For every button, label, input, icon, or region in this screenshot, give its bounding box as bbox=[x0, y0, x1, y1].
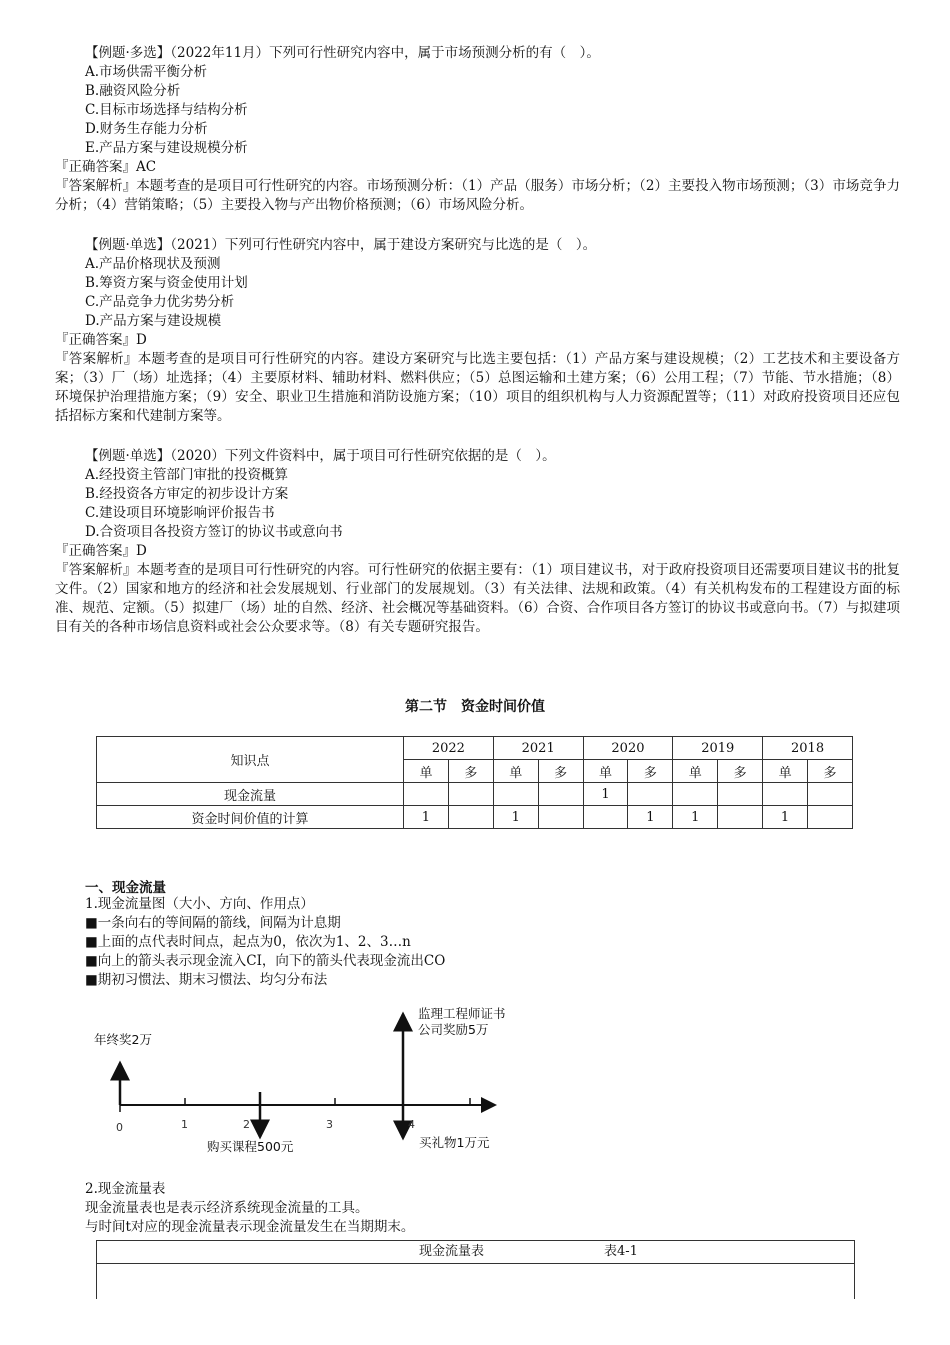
table-cell bbox=[628, 783, 673, 806]
cash-flow-table-number: 表4-1 bbox=[604, 1244, 638, 1259]
table-cell: 1 bbox=[404, 806, 449, 829]
sub-header: 单 bbox=[763, 760, 808, 783]
label-certificate: 监理工程师证书 bbox=[418, 1006, 506, 1021]
q3-stem: 【例题·单选】（2020）下列文件资料中，属于项目可行性研究依据的是（ ）。 bbox=[85, 448, 556, 464]
cash-flow-svg bbox=[80, 1000, 520, 1160]
q2-stem: 【例题·单选】（2021）下列可行性研究内容中，属于建设方案研究与比选的是（ ）。 bbox=[85, 237, 597, 253]
paragraph: 与时间t对应的现金流量表示现金流量发生在当期期末。 bbox=[85, 1219, 415, 1235]
table-row bbox=[97, 806, 853, 829]
table-cell: 1 bbox=[628, 806, 673, 829]
q2-option-a: A.产品价格现状及预测 bbox=[85, 256, 221, 272]
table-cell: 1 bbox=[673, 806, 718, 829]
section-title: 第二节 资金时间价值 bbox=[405, 699, 545, 715]
cash-flow-diagram bbox=[80, 1000, 520, 1160]
q1-answer: 『正确答案』AC bbox=[55, 159, 157, 175]
exam-frequency-table bbox=[96, 736, 853, 829]
row-label: 资金时间价值的计算 bbox=[97, 806, 404, 829]
table-cell: 1 bbox=[583, 783, 628, 806]
sub-header: 单 bbox=[404, 760, 449, 783]
table-cell bbox=[763, 783, 808, 806]
label-year-end-bonus: 年终奖2万 bbox=[94, 1032, 152, 1047]
table-row bbox=[97, 783, 853, 806]
sub-header: 单 bbox=[493, 760, 538, 783]
bullet-item: ■一条向右的等间隔的箭线，间隔为计息期 bbox=[85, 915, 341, 931]
table-cell bbox=[538, 783, 583, 806]
year-header: 2021 bbox=[493, 737, 583, 760]
q2-analysis: 『答案解析』本题考查的是项目可行性研究的内容。建设方案研究与比选主要包括：（1）产品方案与建设规模；（2）工艺技术和主要设备方案；（3）厂（场）址选择；（4）主要原材料、辅助材料、燃料供应；（5）总图运输和土建方案；（6）公用工程；（7）节能、节水措施；（8）环境保护治理措施方案；（9）安全、职业卫生措施和消防设施方案；（10）项目的组织机构与人力资源配置等；（11）对政府投资项目还应包括招标方案和代建制方案等。 bbox=[55, 351, 900, 424]
tick-label: 3 bbox=[326, 1118, 333, 1131]
year-header: 2018 bbox=[763, 737, 853, 760]
table-cell bbox=[493, 783, 538, 806]
q2-option-b: B.筹资方案与资金使用计划 bbox=[85, 275, 248, 291]
table-cell bbox=[718, 783, 763, 806]
year-header: 2020 bbox=[583, 737, 673, 760]
subheading-cash-flow-table: 2.现金流量表 bbox=[85, 1181, 166, 1197]
q1-option-d: D.财务生存能力分析 bbox=[85, 121, 208, 137]
sub-header: 多 bbox=[718, 760, 763, 783]
q3-option-d: D.合资项目各投资方签订的协议书或意向书 bbox=[85, 524, 343, 540]
subheading-cash-flow-diagram: 1.现金流量图（大小、方向、作用点） bbox=[85, 896, 314, 912]
q1-stem: 【例题·多选】（2022年11月）下列可行性研究内容中，属于市场预测分析的有（ ）。 bbox=[85, 45, 600, 61]
q1-option-b: B.融资风险分析 bbox=[85, 83, 181, 99]
q3-answer: 『正确答案』D bbox=[55, 543, 147, 559]
q3-option-c: C.建设项目环境影响评价报告书 bbox=[85, 505, 275, 521]
heading-cash-flow: 一、现金流量 bbox=[85, 880, 166, 896]
sub-header: 多 bbox=[808, 760, 853, 783]
bullet-item: ■期初习惯法、期末习惯法、均匀分布法 bbox=[85, 972, 328, 988]
sub-header: 多 bbox=[538, 760, 583, 783]
cash-flow-table-caption-row bbox=[97, 1241, 854, 1264]
q2-option-c: C.产品竞争力优劣势分析 bbox=[85, 294, 235, 310]
tick-label: 1 bbox=[181, 1118, 188, 1131]
label-buy-course: 购买课程500元 bbox=[207, 1139, 294, 1154]
table-cell bbox=[404, 783, 449, 806]
sub-header: 单 bbox=[583, 760, 628, 783]
year-header: 2022 bbox=[404, 737, 494, 760]
tick-label: 4 bbox=[408, 1118, 415, 1131]
label-buy-gift: 买礼物1万元 bbox=[419, 1135, 490, 1150]
table-cell bbox=[808, 806, 853, 829]
table-corner: 知识点 bbox=[97, 737, 404, 783]
table-cell bbox=[673, 783, 718, 806]
label-company-reward: 公司奖励5万 bbox=[418, 1022, 489, 1037]
paragraph: 现金流量表也是表示经济系统现金流量的工具。 bbox=[85, 1200, 369, 1216]
q2-option-d: D.产品方案与建设规模 bbox=[85, 313, 222, 329]
table-cell bbox=[448, 783, 493, 806]
bullet-item: ■上面的点代表时间点，起点为0，依次为1、2、3…n bbox=[85, 934, 411, 950]
table-cell: 1 bbox=[763, 806, 808, 829]
tick-label: 2 bbox=[243, 1118, 250, 1131]
q1-option-c: C.目标市场选择与结构分析 bbox=[85, 102, 248, 118]
bullet-item: ■向上的箭头表示现金流入CI，向下的箭头代表现金流出CO bbox=[85, 953, 446, 969]
sub-header: 多 bbox=[628, 760, 673, 783]
q1-option-a: A.市场供需平衡分析 bbox=[85, 64, 208, 80]
q1-analysis: 『答案解析』本题考查的是项目可行性研究的内容。市场预测分析：（1）产品（服务）市场分析；（2）主要投入物市场预测；（3）市场竞争力分析；（4）营销策略；（5）主要投入物与产出物价格预测；（6）市场风险分析。 bbox=[55, 178, 900, 213]
tick-label: 0 bbox=[116, 1121, 123, 1134]
q3-option-b: B.经投资各方审定的初步设计方案 bbox=[85, 486, 289, 502]
q3-option-a: A.经投资主管部门审批的投资概算 bbox=[85, 467, 289, 483]
year-header: 2019 bbox=[673, 737, 763, 760]
cash-flow-table bbox=[96, 1240, 855, 1299]
table-cell bbox=[583, 806, 628, 829]
row-label: 现金流量 bbox=[97, 783, 404, 806]
table-cell bbox=[448, 806, 493, 829]
cash-flow-table-caption: 现金流量表 bbox=[419, 1244, 485, 1259]
q1-option-e: E.产品方案与建设规模分析 bbox=[85, 140, 248, 156]
table-cell bbox=[718, 806, 763, 829]
sub-header: 多 bbox=[448, 760, 493, 783]
table-cell bbox=[538, 806, 583, 829]
table-cell bbox=[808, 783, 853, 806]
table-cell: 1 bbox=[493, 806, 538, 829]
sub-header: 单 bbox=[673, 760, 718, 783]
q3-analysis: 『答案解析』本题考查的是项目可行性研究的内容。可行性研究的依据主要有：（1）项目建议书，对于政府投资项目还需要项目建议书的批复文件。（2）国家和地方的经济和社会发展规划、行业部门的发展规划。（3）有关法律、法规和政策。（4）有关机构发布的工程建设方面的标准、规范、定额。（5）拟建厂（场）址的自然、经济、社会概况等基础资料。（6）合资、合作项目各方签订的协议书或意向书。（7）与拟建项目有关的各种市场信息资料或社会公众要求等。（8）有关专题研究报告。 bbox=[55, 562, 900, 635]
q2-answer: 『正确答案』D bbox=[55, 332, 147, 348]
